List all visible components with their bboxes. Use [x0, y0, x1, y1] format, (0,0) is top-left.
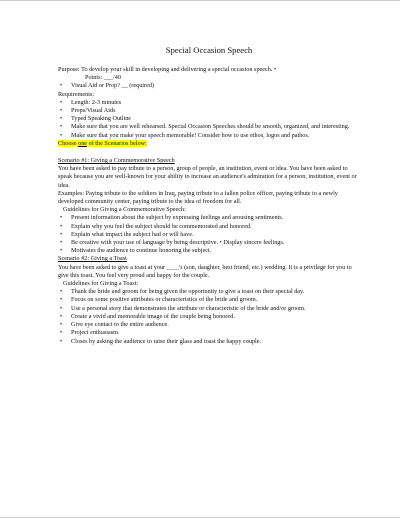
scenario1-item: • Motivates the audience to continue honoring the subject.	[58, 247, 360, 255]
scenario1-item: • Be creative with your use of language by being descriptive. • Display sincere feelings.	[58, 239, 360, 247]
scenario2-heading: Scenario #2: Giving a Toast	[58, 255, 127, 263]
scenario1-list	[58, 214, 360, 255]
requirements-list	[58, 99, 360, 140]
scenario2-item: • Thank the bride and groom for being given the opportunity to give a toast on their special day.	[58, 288, 360, 296]
scenario1-body: You have been asked to pay tribute to a person, group of people, an institution, event or idea. You have been asked to speak because you are well-known for your ability to increase an audience's admiration for a person, institution, event or idea.	[58, 165, 357, 189]
requirement-item: • Typed Speaking Outline	[58, 115, 360, 123]
scenario2-item: • Give eye contact to the entire audience.	[58, 321, 360, 329]
scenario2-item: • Use a personal story that demonstrates the attribute or characteristic of the bride and/or groom.	[58, 305, 360, 313]
scenario2-item: • Closes by asking the audience to raise their glass and toast the happy couple.	[58, 338, 360, 346]
requirement-item: • Make sure that you make your speech memorable! Consider how to use ethos, logos and pathos.	[58, 132, 360, 140]
scenario2-item: • Project enthusiasm.	[58, 329, 360, 337]
choose-one: one	[78, 139, 88, 147]
choose-suffix: of the Scenarios below:	[87, 139, 147, 147]
purpose-line: Purpose: To develop your skill in developing and delivering a special occasion speech. •	[58, 66, 277, 73]
choose-prefix: Choose	[58, 139, 79, 147]
visual-aid-list	[58, 82, 360, 90]
requirement-item: • Length: 2-3 minutes	[58, 99, 360, 107]
scenario1-item: • Explain what impact the subject had or will have.	[58, 231, 360, 239]
visual-aid-item: • Visual Aid or Prop? __ (required)	[58, 82, 360, 90]
document-content	[58, 45, 360, 346]
scenario1-item: • Present information about the subject by expressing feelings and arousing sentiments.	[58, 214, 360, 222]
requirement-item: • Props/Visual Aids	[58, 107, 360, 115]
scenario2-guidelines: Guidelines for Giving a Toast:	[63, 280, 139, 288]
scenario2-item: • Create a vivid and memorable image of the couple being honored.	[58, 313, 360, 321]
choose-highlight	[58, 140, 147, 147]
choose-scenario-line	[58, 140, 360, 148]
requirement-item: • Make sure that you are well rehearsed. Special Occasion Speeches should be smooth, organized, and interesting.	[58, 123, 360, 131]
scenario2-body: You have been asked to give a toast at your ____'s (son, daughter, best friend, etc.) wedding. It is a privilege for you to give this toast. You feel very proud and happy for the couple.	[58, 263, 352, 279]
requirements-heading: Requirements:	[58, 90, 95, 98]
scenario1-item: • Explain why you feel the subject should be commemorated and honored.	[58, 223, 360, 231]
page-title: Special Occasion Speech	[165, 45, 253, 55]
scenario1-guidelines: Guidelines for Giving a Commemorative Speech:	[63, 206, 186, 214]
scenario2-item: • Focus on some positive attributes or characteristics of the bride and groom.	[58, 296, 360, 304]
scenario2-list	[58, 288, 360, 345]
points-line: Points: ___/40	[85, 74, 121, 82]
scenario1-heading: Scenario #1: Giving a Commemorative Speech	[58, 157, 175, 165]
scenario1-examples: Examples: Paying tribute to the soldiers in Iraq, paying tribute to a fallen police officer, paying tribute to a newly developed community center, paying tribute to the idea of freedom for all.	[58, 189, 338, 206]
